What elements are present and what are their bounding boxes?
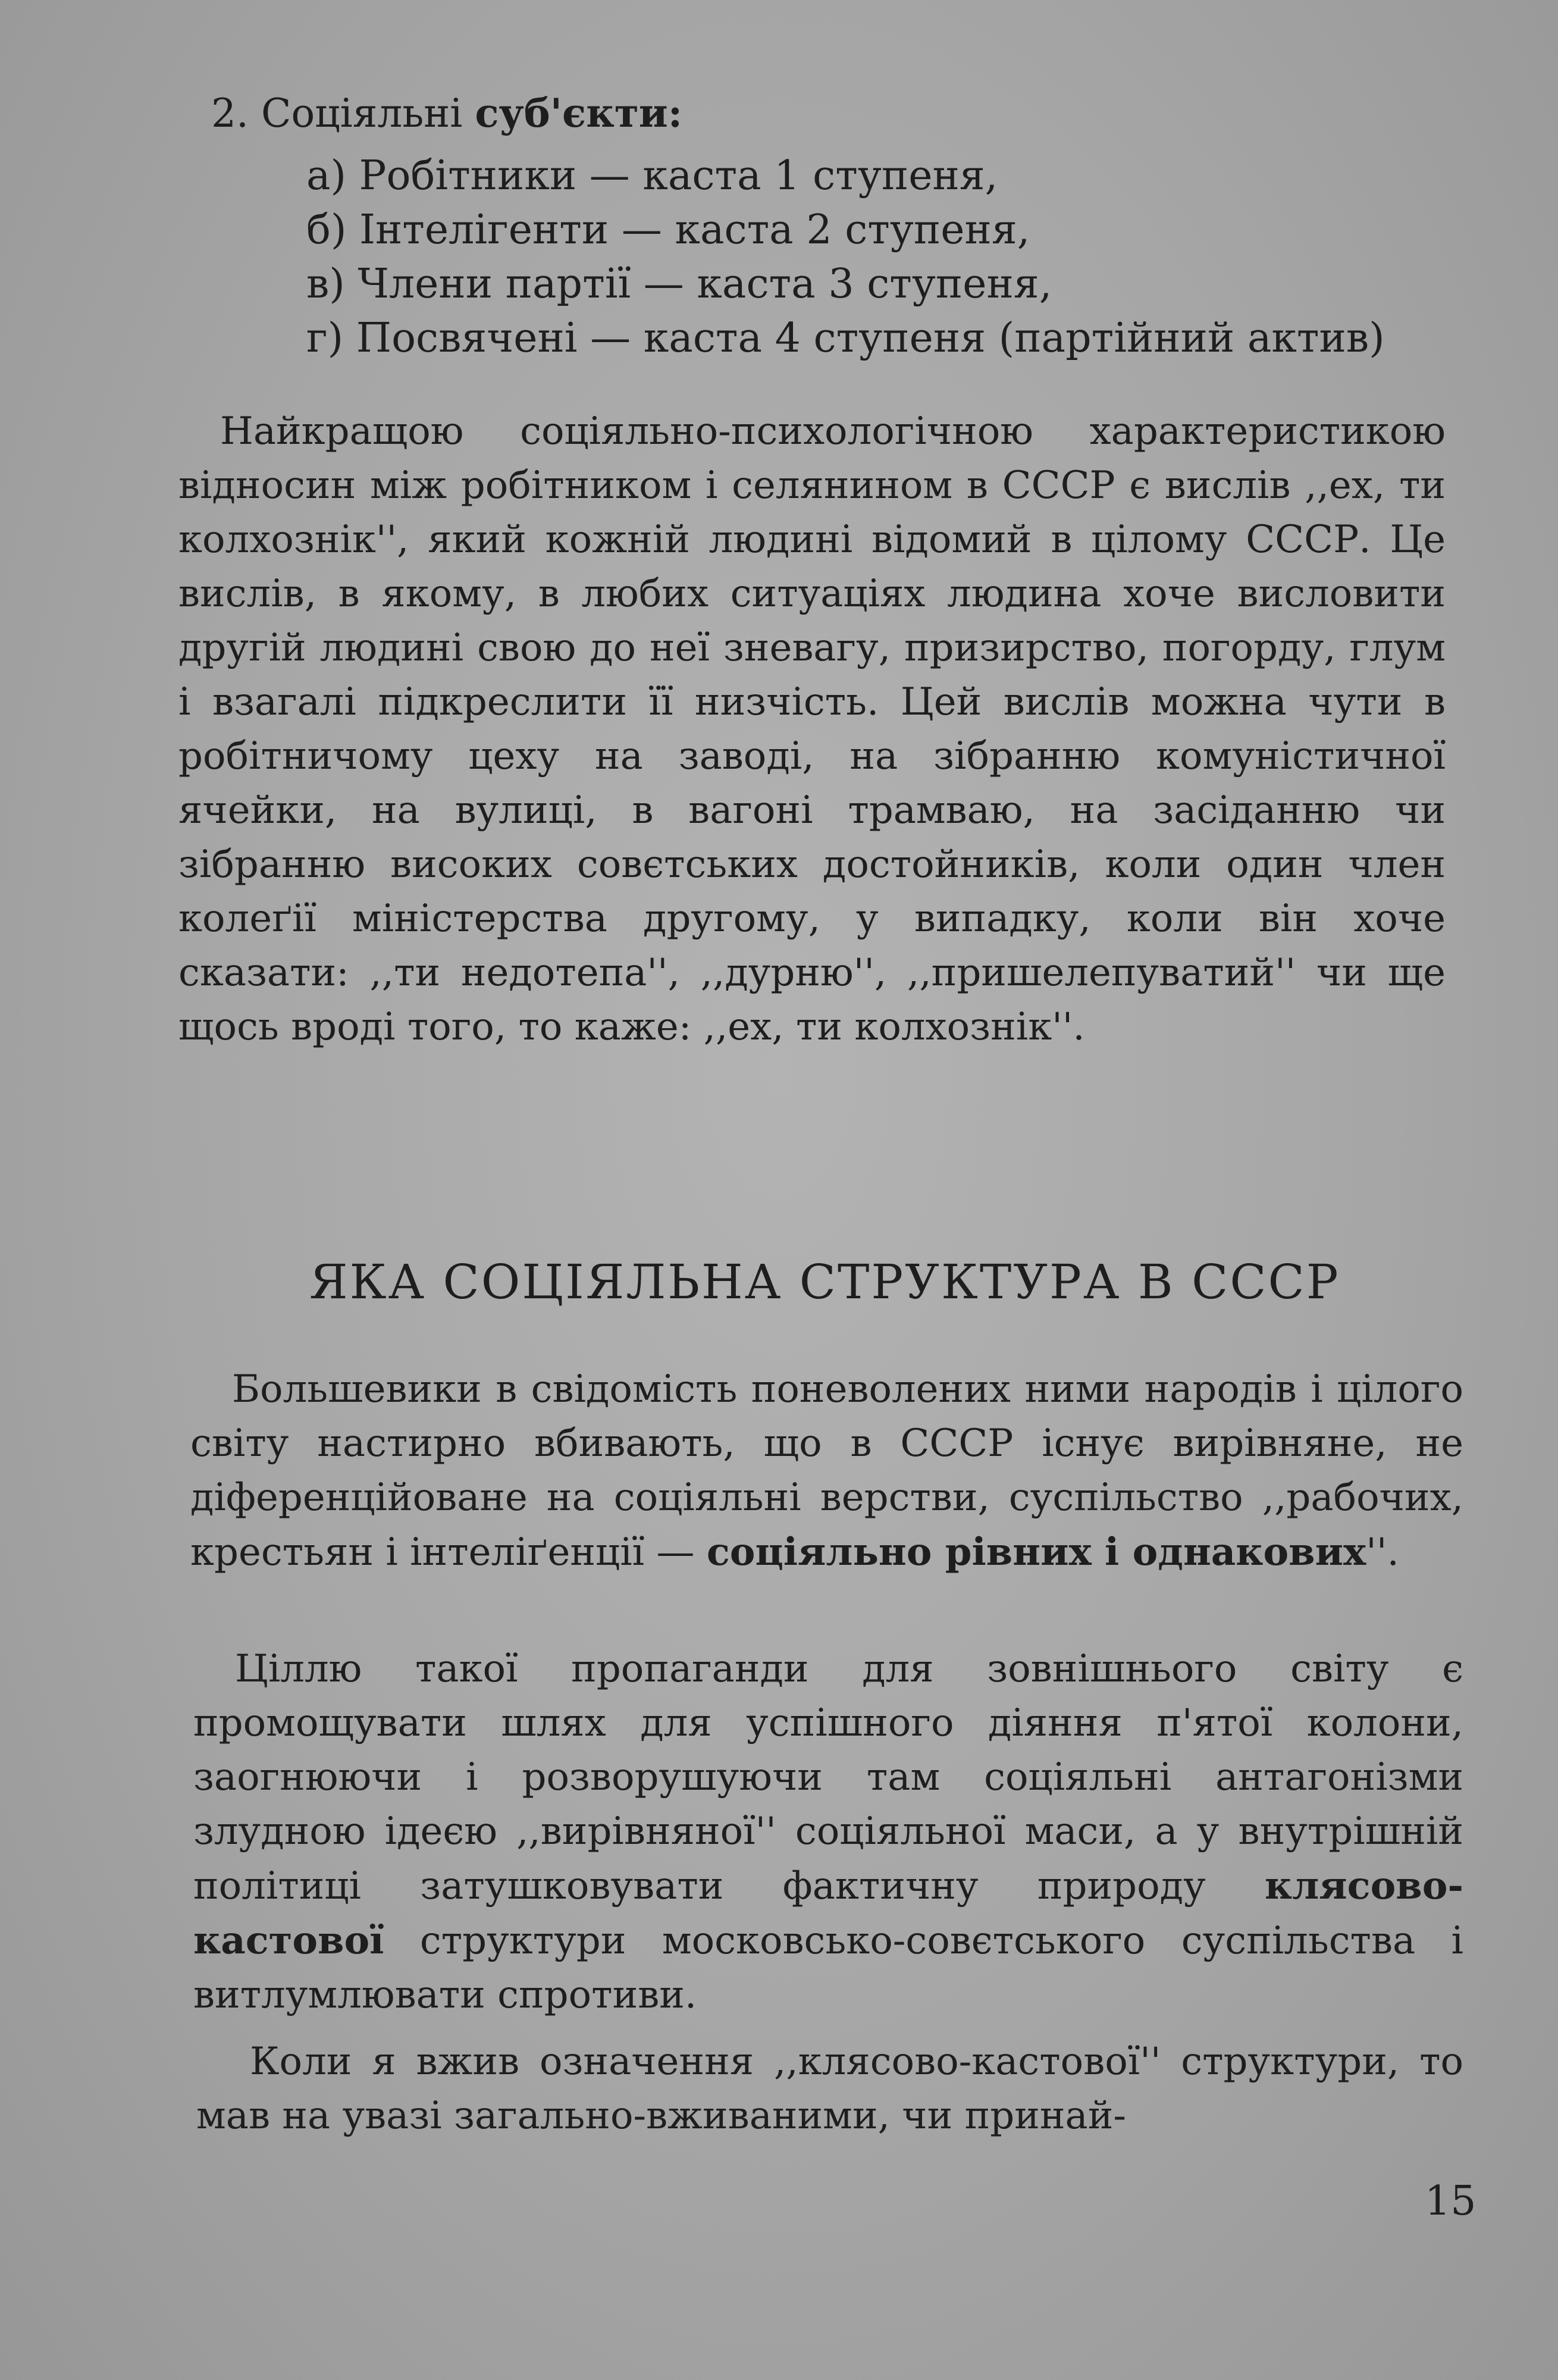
heading-number: 2. <box>211 90 249 136</box>
heading-text: Соціяльні <box>261 90 463 136</box>
paragraph-end: структури московсько-совєтського суспільства і витлумлювати спротиви. <box>193 1919 1463 2017</box>
paragraph-bold: клясово-кастової <box>193 1864 1463 1963</box>
paragraph-propaganda <box>193 1642 1463 2022</box>
caste-item: в) Члени партії — каста 3 ступеня, <box>306 261 1052 308</box>
section-title: ЯКА СОЦІЯЛЬНА СТРУКТУРА В СССР <box>309 1254 1340 1310</box>
paragraph-text: Большевики в свідомість поневолених ними народів і цілого світу настирно вбивають, що в СССР існує вирівняне, не діференційоване на соціяльні верстви, суспільство ,,рабочих, крестьян і інтеліґенції — <box>190 1367 1463 1574</box>
paragraph-end: ''. <box>1366 1530 1399 1574</box>
caste-list <box>306 149 1385 365</box>
subjects-heading <box>211 83 682 143</box>
paragraph-bolsheviks <box>190 1363 1463 1580</box>
heading-bold: суб'єкти: <box>475 90 683 136</box>
caste-item: г) Посвячені — каста 4 ступеня (партійний актив) <box>306 315 1385 362</box>
paragraph-bold: соціяльно рівних і однакових <box>706 1530 1366 1574</box>
paragraph-kolkhoznik: Найкращою соціяльно-психологічною характеристикою відносин між робітником і селянином в СССР є вислів ,,ех, ти колхознік'', який кожній людині відомий в цілому СССР. Це вислів, в якому, в любих ситуаціях людина хоче висловити другій людині свою до неї зневагу, призирство, погорду, глум і взагалі підкреслити її низчість. Цей вислів можна чути в робітничому цеху на заводі, на зібранню комуністичної ячейки, на вулиці, в вагоні трамваю, на засіданню чи зібранню високих совєтських достойників, коли один член колеґії міністерства другому, у випадку, коли він хоче сказати: ,,ти недотепа'', ,,дурню'', ,,пришелепуватий'' чи ще щось вроді того, то каже: ,,ех, ти колхознік''. <box>178 409 1446 1049</box>
paragraph-text: Ціллю такої пропаганди для зовнішнього світу є промощувати шлях для успішного діяння п'ятої колони, заогнюючи і розворушуючи там соціяльні антагонізми злудною ідеєю ,,вирівняної'' соціяльної маси, а у внутрішній політиці затушковувати фактичну природу <box>193 1647 1463 1908</box>
caste-item: а) Робітники — каста 1 ступеня, <box>306 152 998 199</box>
page-number: 15 <box>1425 2178 1477 2225</box>
caste-item: б) Інтелігенти — каста 2 ступеня, <box>306 206 1030 253</box>
paragraph-structure: Коли я вжив означення ,,клясово-кастової'' структури, то мав на увазі загально-вживаними, чи принай- <box>196 2040 1463 2138</box>
